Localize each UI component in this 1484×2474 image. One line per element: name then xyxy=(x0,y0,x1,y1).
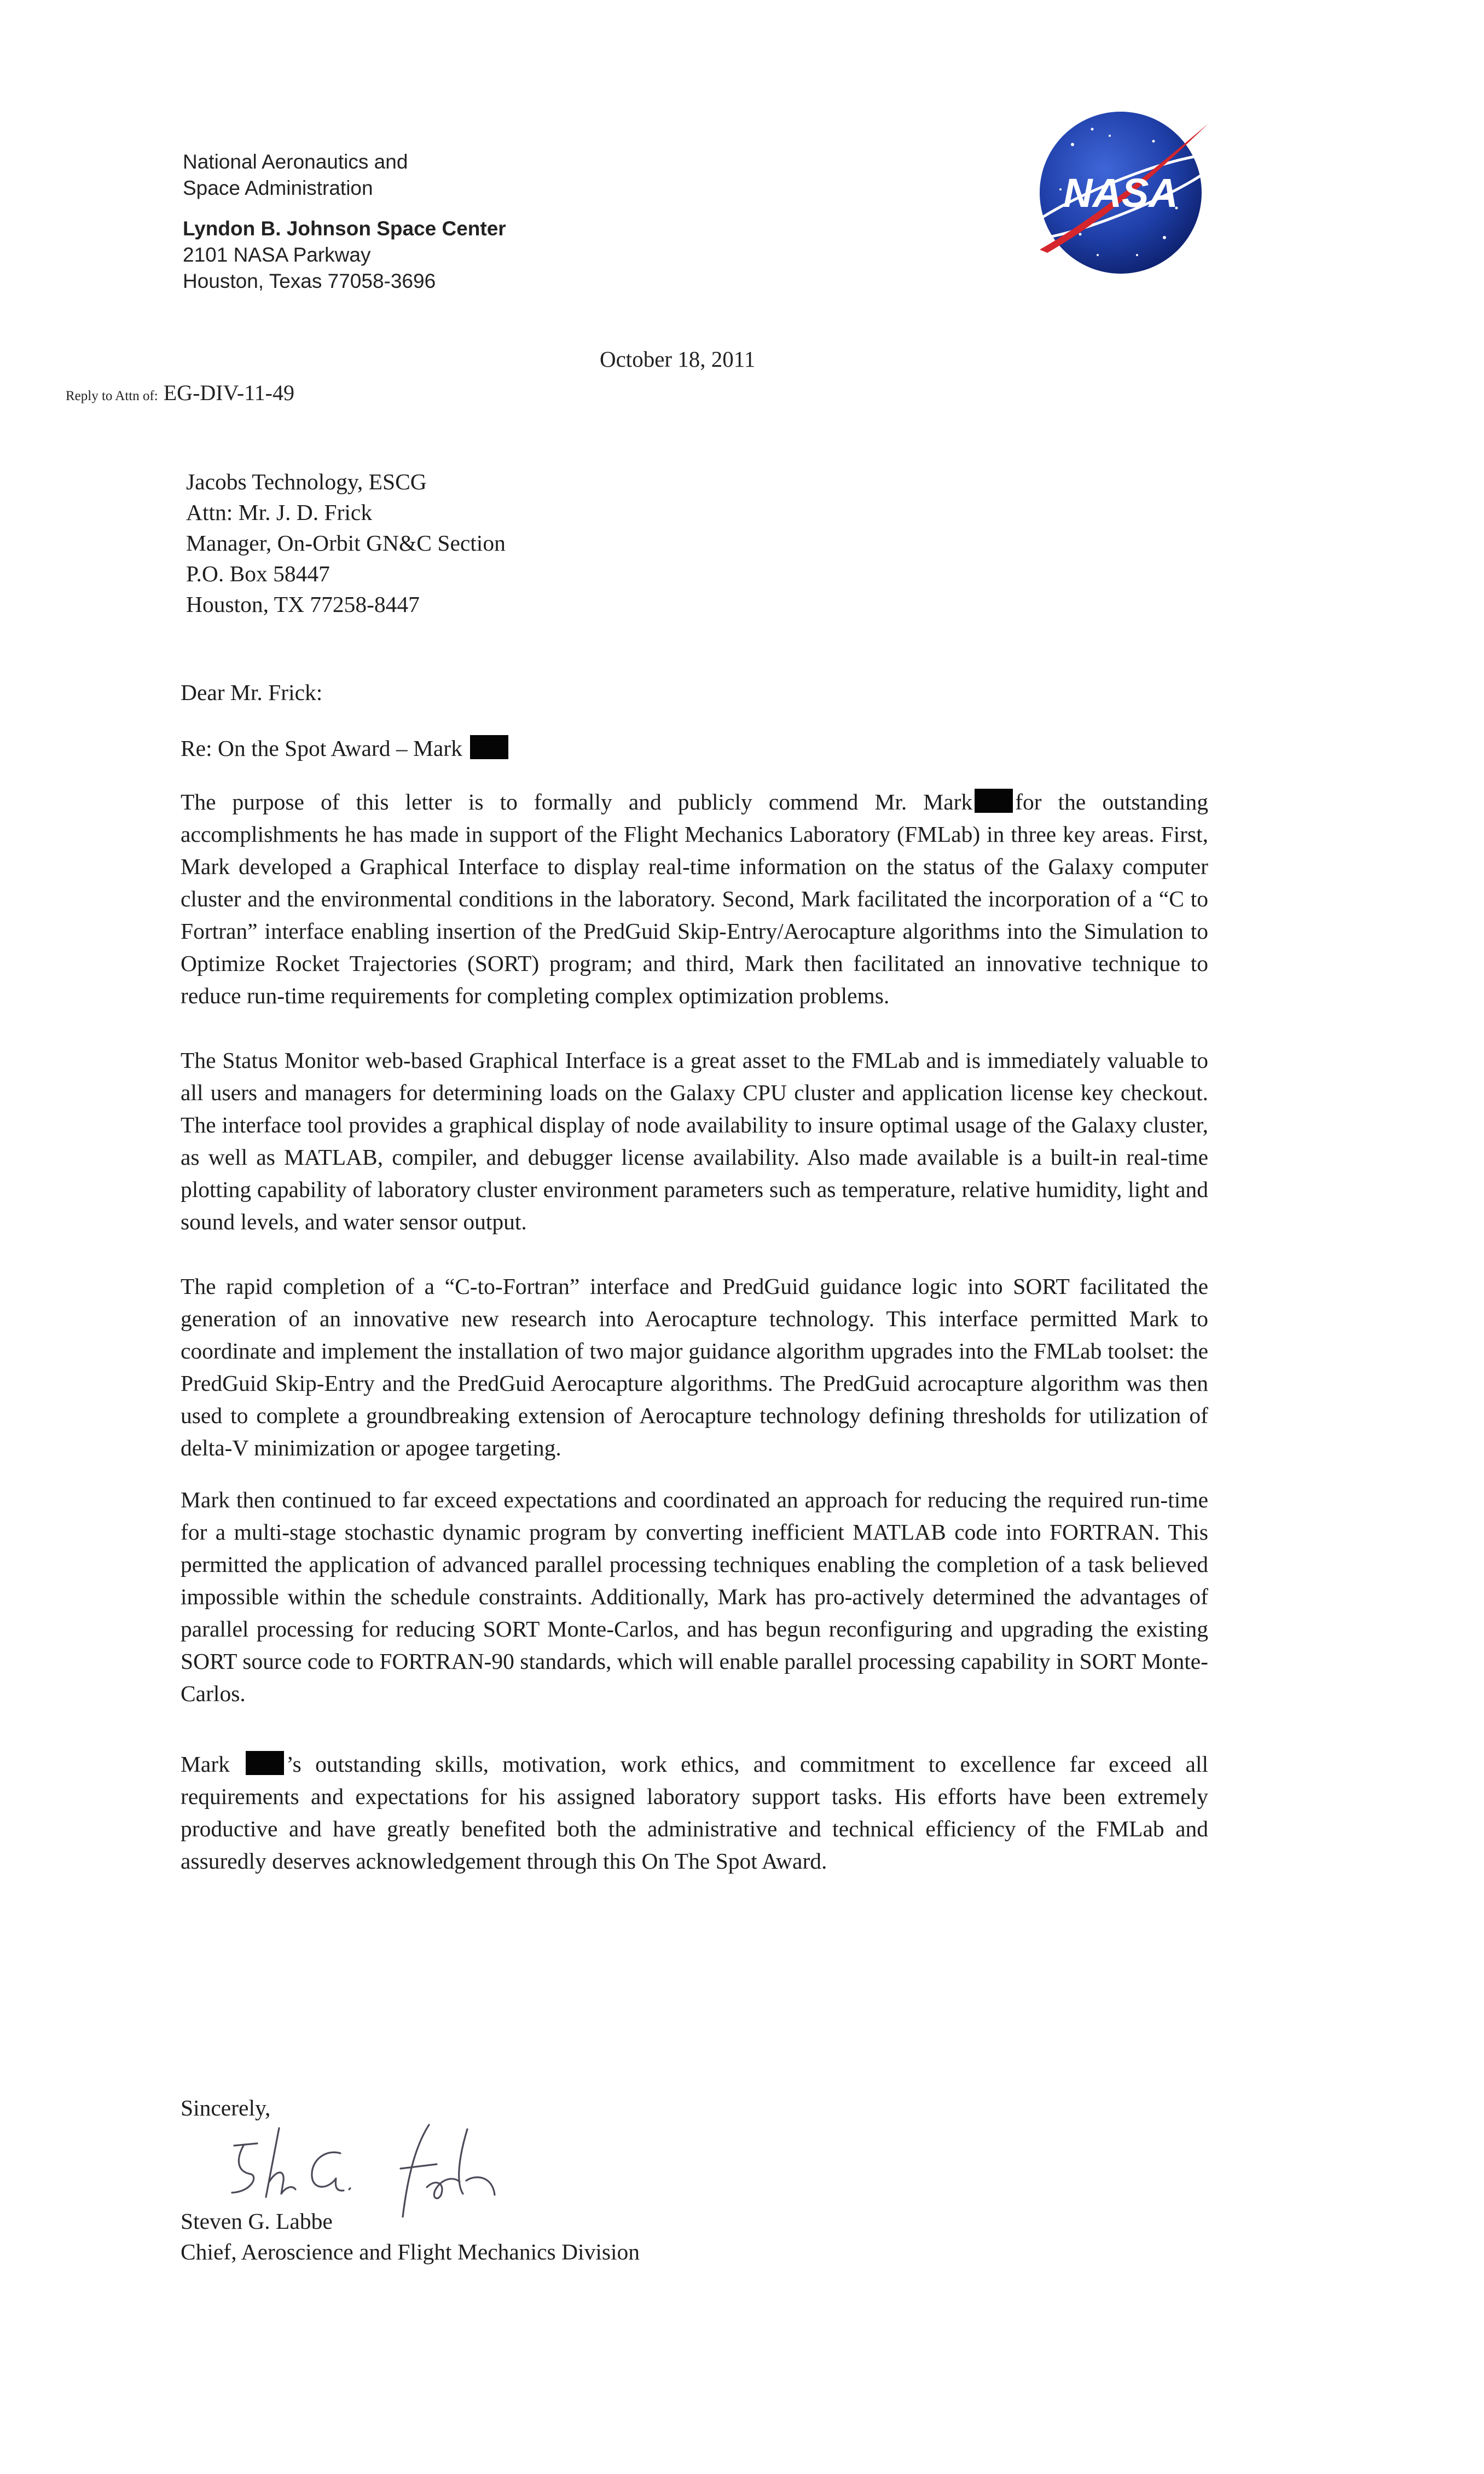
recipient-line: Attn: Mr. J. D. Frick xyxy=(186,500,373,525)
letter-date: October 18, 2011 xyxy=(600,346,756,372)
reply-to-code: EG-DIV-11-49 xyxy=(163,380,294,405)
letter-body xyxy=(181,786,1208,1877)
paragraph-text: ’s outstanding skills, motivation, work ethics, and commitment to excellence far exceed all requirements and expectations for his assigned laboratory support tasks. His efforts have been extremely productive and have greatly benefited both the administrative and technical efficiency of the FMLab and assuredly deserves acknowledgement through this On The Spot Award. xyxy=(181,1752,1209,1874)
recipient-address xyxy=(186,466,952,620)
body-paragraph-2: The Status Monitor web-based Graphical Interface is a great asset to the FMLab and is immediately valuable to all users and managers for determining loads on the Galaxy CPU cluster and application license key checkout. The interface tool provides a graphical display of node availability to insure optimal usage of the Galaxy cluster, as well as MATLAB, compiler, and debugger license availability. Also made available is a built-in real-time plotting capability of laboratory cluster environment parameters such as temperature, relative humidity, light and sound levels, and water sensor output. xyxy=(181,1048,1208,1234)
org-name-line1: National Aeronautics and xyxy=(183,151,408,173)
redaction-bar xyxy=(246,1751,284,1775)
center-city: Houston, Texas 77058-3696 xyxy=(183,270,436,292)
recipient-line: P.O. Box 58447 xyxy=(186,561,330,586)
recipient-line: Jacobs Technology, ESCG xyxy=(186,469,427,494)
paragraph-text: The purpose of this letter is to formally and publicly commend Mr. Mark xyxy=(181,789,973,814)
nasa-logo-icon xyxy=(1028,91,1214,291)
signer-title: Chief, Aeroscience and Flight Mechanics Division xyxy=(181,2239,640,2264)
signature-block xyxy=(181,2206,947,2267)
org-name-line2: Space Administration xyxy=(183,177,373,199)
body-paragraph-1 xyxy=(181,786,1208,1012)
body-paragraph-5 xyxy=(181,1748,1208,1877)
letterhead-organization xyxy=(183,149,675,294)
salutation: Dear Mr. Frick: xyxy=(181,680,323,705)
closing: Sincerely, xyxy=(181,2095,271,2120)
nasa-logo-text: NASA xyxy=(1063,170,1178,216)
subject-line xyxy=(181,732,511,765)
redaction-bar xyxy=(470,735,508,759)
reply-to-label: Reply to Attn of: xyxy=(66,389,158,403)
signer-name: Steven G. Labbe xyxy=(181,2209,333,2234)
body-paragraph-4: Mark then continued to far exceed expectations and coordinated an approach for reducing the required run-time for a multi-stage stochastic dynamic program by converting inefficient MATLAB code into FORTRAN. This permitted the application of advanced parallel processing techniques enabling the completion of a task believed impossible within the schedule constraints. Additionally, Mark has pro-actively determined the advantages of parallel processing for reducing SORT Monte-Carlos, and has begun reconfiguring and upgrading the existing SORT source code to FORTRAN-90 standards, which will enable parallel processing capability in SORT Monte-Carlos. xyxy=(181,1487,1208,1706)
body-paragraph-3: The rapid completion of a “C-to-Fortran” interface and PredGuid guidance logic into SORT facilitated the generation of an innovative new research into Aerocapture technology. This interface permitted Mark to coordinate and implement the installation of two major guidance algorithm upgrades into the FMLab toolset: the PredGuid Skip-Entry and the PredGuid Aerocapture algorithms. The PredGuid acrocapture algorithm was then used to complete a groundbreaking extension of Aerocapture technology defining thresholds for utilization of delta-V minimization or apogee targeting. xyxy=(181,1274,1208,1460)
subject-text: Re: On the Spot Award – Mark xyxy=(181,736,462,761)
paragraph-text: Mark xyxy=(181,1752,230,1777)
paragraph-text: for the outstanding accomplishments he has made in support of the Flight Mechanics Laboratory (FMLab) in three key areas. First, Mark developed a Graphical Interface to display real-time information on the status of the Galaxy computer cluster and the environmental conditions in the laboratory. Second, Mark facilitated the incorporation of a “C to Fortran” interface enabling insertion of the PredGuid Skip-Entry/Aerocapture algorithms into the Simulation to Optimize Rocket Trajectories (SORT) program; and third, Mark then facilitated an innovative technique to reduce run-time requirements for completing complex optimization problems. xyxy=(181,789,1208,1008)
redaction-bar xyxy=(975,789,1013,813)
reply-to-attn xyxy=(66,380,294,406)
center-name: Lyndon B. Johnson Space Center xyxy=(183,217,506,240)
recipient-line: Houston, TX 77258-8447 xyxy=(186,592,420,617)
center-street: 2101 NASA Parkway xyxy=(183,244,371,266)
recipient-line: Manager, On-Orbit GN&C Section xyxy=(186,530,506,556)
